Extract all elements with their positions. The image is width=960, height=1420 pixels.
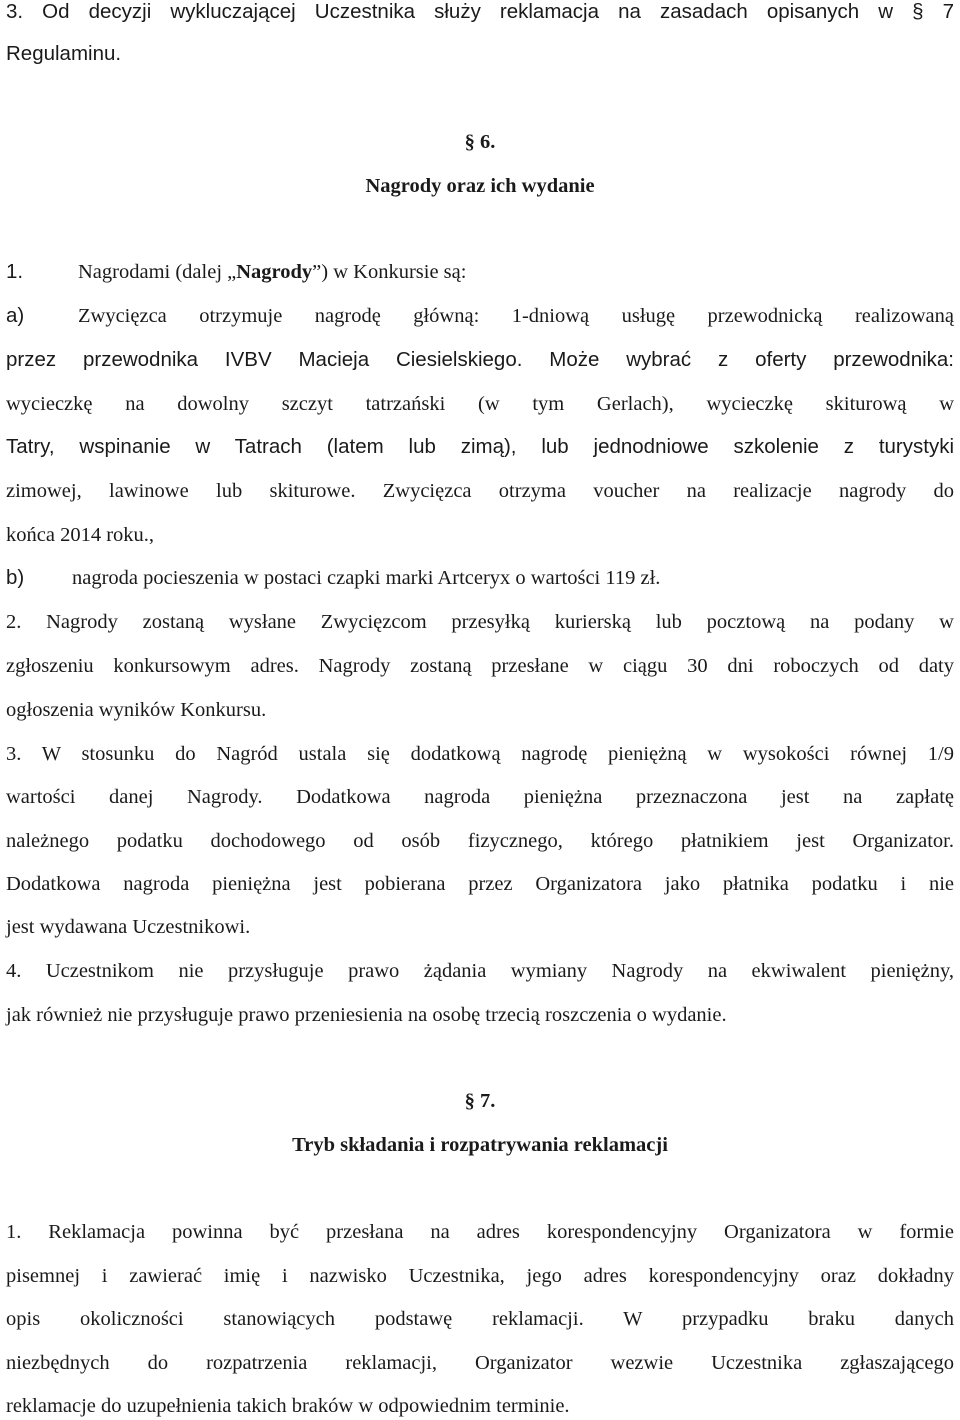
paragraph-line: 1. Reklamacja powinna być przesłana na adres korespondencyjny Organizatora w formie	[6, 1221, 954, 1243]
paragraph-line: wycieczkę na dowolny szczyt tatrzański (w tym Gerlach), wycieczkę skiturową w	[6, 393, 954, 415]
paragraph-line: Dodatkowa nagroda pieniężna jest pobierana przez Organizatora jako płatnika podatku i nie	[6, 873, 954, 895]
list-item-text: Nagrodami (dalej „	[78, 261, 237, 283]
paragraph-line: Regulaminu.	[6, 42, 122, 65]
paragraph-line: pisemnej i zawierać imię i nazwisko Uczestnika, jego adres korespondencyjny oraz dokładny	[6, 1265, 954, 1287]
list-item	[6, 258, 954, 286]
paragraph-line: jak również nie przysługuje prawo przeniesienia na osobę trzecią roszczenia o wydanie.	[6, 1004, 727, 1026]
paragraph-line: należnego podatku dochodowego od osób fizycznego, którego płatnikiem jest Organizator.	[6, 830, 954, 852]
paragraph-line: zgłoszeniu konkursowym adres. Nagrody zostaną przesłane w ciągu 30 dni roboczych od daty	[6, 655, 954, 677]
section-title: Tryb składania i rozpatrywania reklamacji	[292, 1134, 668, 1156]
paragraph-line: 3. Od decyzji wykluczającej Uczestnika służy reklamacja na zasadach opisanych w § 7	[6, 0, 954, 23]
paragraph-line: ogłoszenia wyników Konkursu.	[6, 699, 267, 721]
defined-term: Nagrody	[236, 261, 313, 283]
paragraph-line: 4. Uczestnikom nie przysługuje prawo żądania wymiany Nagrody na ekwiwalent pieniężny,	[6, 960, 954, 982]
list-item	[6, 302, 954, 330]
paragraph-line: końca 2014 roku.,	[6, 524, 155, 546]
section-number: § 7.	[464, 1090, 496, 1112]
paragraph-line: zimowej, lawinowe lub skiturowe. Zwycięzca otrzyma voucher na realizacje nagrody do	[6, 480, 954, 502]
paragraph-line: przez przewodnika IVBV Macieja Ciesielskiego. Może wybrać z oferty przewodnika:	[6, 348, 954, 371]
paragraph-line: opis okoliczności stanowiących podstawę reklamacji. W przypadku braku danych	[6, 1308, 954, 1330]
list-item-label: a)	[6, 304, 25, 327]
paragraph-line: 3. W stosunku do Nagród ustala się dodatkową nagrodę pieniężną w wysokości równej 1/9	[6, 743, 954, 765]
paragraph-line: wartości danej Nagrody. Dodatkowa nagroda pieniężna przeznaczona jest na zapłatę	[6, 786, 954, 808]
list-item	[6, 564, 954, 592]
list-item-text: ”) w Konkursie są:	[312, 261, 467, 283]
section-title: Nagrody oraz ich wydanie	[365, 175, 595, 197]
list-item-label: b)	[6, 566, 25, 589]
paragraph-line: Tatry, wspinanie w Tatrach (latem lub zimą), lub jednodniowe szkolenie z turystyki	[6, 435, 954, 458]
paragraph-line: 2. Nagrody zostaną wysłane Zwycięzcom przesyłką kurierską lub pocztową na podany w	[6, 611, 954, 633]
list-item-text: nagroda pocieszenia w postaci czapki marki Artceryx o wartości 119 zł.	[72, 567, 661, 589]
section-number: § 6.	[464, 131, 496, 153]
list-item-text: Zwycięzca otrzymuje nagrodę główną: 1-dniową usługę przewodnicką realizowaną	[78, 305, 954, 327]
paragraph-line: niezbędnych do rozpatrzenia reklamacji, Organizator wezwie Uczestnika zgłaszającego	[6, 1352, 954, 1374]
list-item-number: 1.	[6, 260, 24, 283]
paragraph-line: reklamacje do uzupełnienia takich braków w odpowiednim terminie.	[6, 1395, 570, 1417]
paragraph-line: jest wydawana Uczestnikowi.	[6, 916, 251, 938]
